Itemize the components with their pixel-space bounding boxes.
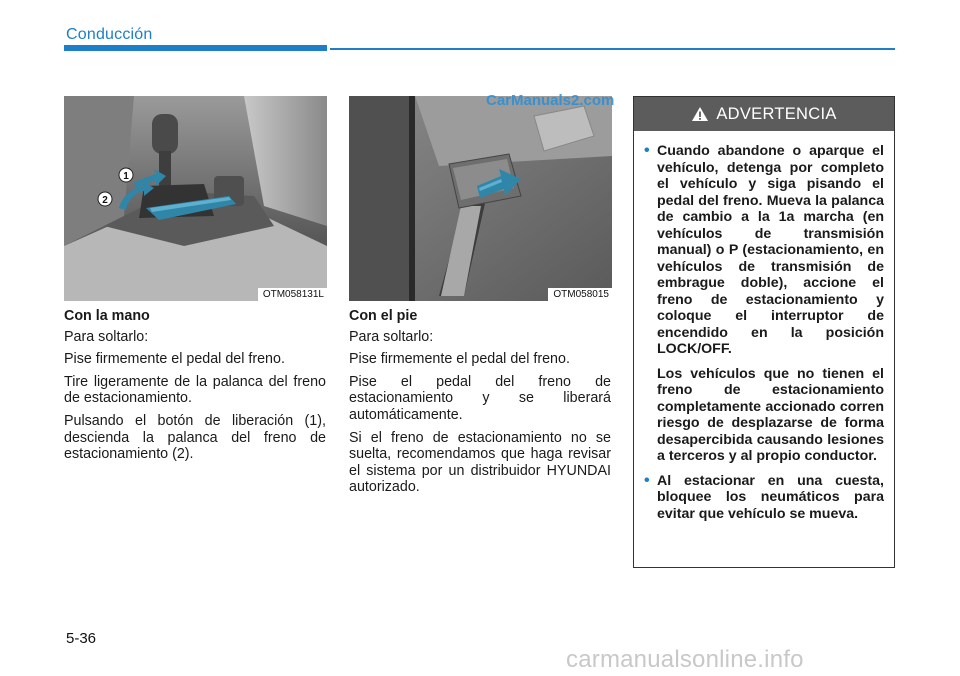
warning-item [644, 143, 884, 465]
foot-brake-illustration [349, 96, 612, 301]
bullet-icon: • [644, 142, 650, 159]
paragraph: Para soltarlo: [349, 328, 434, 345]
foot-brake-text [349, 308, 611, 502]
warning-title: ADVERTENCIA [716, 104, 837, 123]
section-title: Conducción [66, 26, 153, 43]
header-rule-thin [330, 48, 895, 50]
paragraph: Tire ligeramente de la palanca del freno de estacionamiento. [64, 373, 326, 407]
footer-watermark: carmanualsonline.info [566, 646, 804, 673]
watermark-top: CarManuals2.com [486, 92, 615, 109]
foot-brake-photo [349, 96, 612, 301]
warning-header [634, 97, 894, 131]
warning-box [633, 96, 895, 568]
foot-brake-heading: Con el pie [349, 308, 418, 324]
photo-code: OTM058015 [548, 288, 612, 301]
page-number: 5-36 [66, 630, 97, 647]
warning-triangle-icon [691, 106, 709, 122]
warning-item [644, 473, 884, 523]
paragraph: Para soltarlo: [64, 328, 149, 345]
header-rule-thick [64, 45, 327, 51]
hand-brake-illustration [64, 96, 327, 301]
hand-brake-photo [64, 96, 327, 301]
paragraph: Pise firmemente el pedal del freno. [349, 351, 570, 368]
warning-body [634, 131, 894, 522]
warning-paragraph: Cuando abandone o aparque el vehículo, detenga por completo el vehículo y siga pisando el pedal del freno. Mueva la palanca de cambio a la 1a marcha (en vehículos de transmisión manual) o P (estacionamiento, en vehículos de transmisión de embrague doble), accione el freno de estacionamiento y coloque el interruptor de encendido en la posición LOCK/OFF. [657, 143, 884, 357]
photo-code: OTM058131L [258, 288, 327, 301]
callout-1: 1 [123, 171, 129, 182]
warning-paragraph: Al estacionar en una cuesta, bloquee los neumáticos para evitar que vehículo se mueva. [657, 472, 884, 522]
warning-paragraph: Los vehículos que no tienen el freno de estacionamiento completamente accionado corren riesgo de desplazarse de forma desapercibida causando lesiones a terceros y al propio conductor. [657, 365, 884, 464]
paragraph: Pulsando el botón de liberación (1), descienda la palanca del freno de estacionamiento (2). [64, 412, 326, 463]
hand-brake-heading: Con la mano [64, 308, 150, 324]
hand-brake-text [64, 308, 326, 469]
paragraph: Pise firmemente el pedal del freno. [64, 351, 285, 368]
callout-2: 2 [102, 195, 108, 206]
bullet-icon: • [644, 471, 650, 489]
paragraph: Pise el pedal del freno de estacionamiento y se liberará automáticamente. [349, 373, 611, 423]
paragraph: Si el freno de estacionamiento no se suelta, recomendamos que haga revisar el sistema por un distribuidor HYUNDAI autorizado. [349, 429, 611, 496]
